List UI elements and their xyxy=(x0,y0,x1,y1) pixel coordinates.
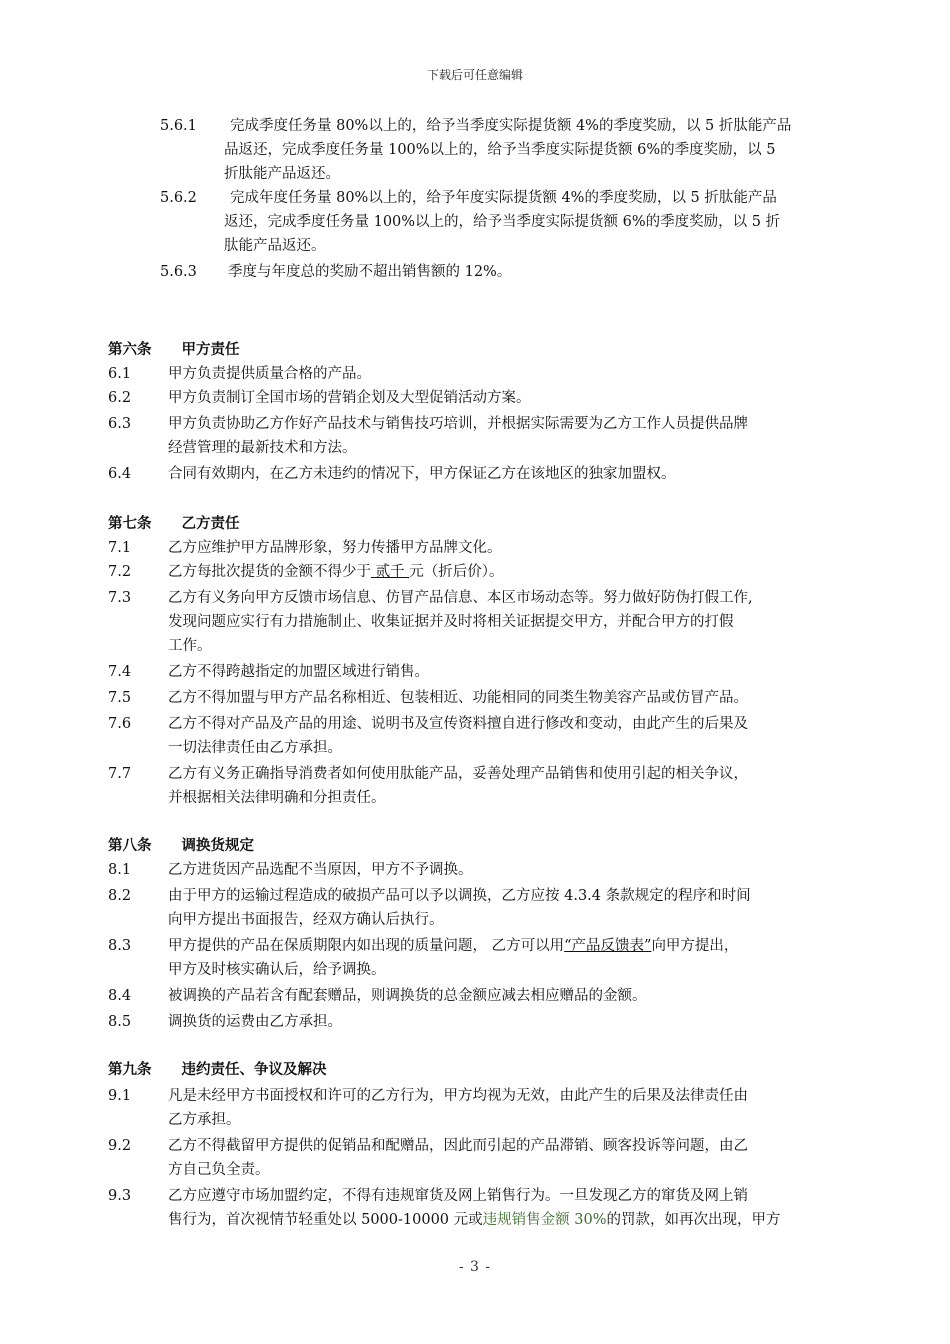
item-text xyxy=(168,560,503,584)
section-heading: 甲方责任 xyxy=(181,342,240,358)
text-segment: 售行为，首次视情节轻重处以 5000-10000 元或 xyxy=(168,1212,483,1228)
item-text: 合同有效期内，在乙方未违约的情况下，甲方保证乙方在该地区的独家加盟权。 xyxy=(168,466,676,482)
item-number: 5.6.3 xyxy=(160,264,197,280)
item-number: 7.6 xyxy=(108,716,132,732)
item-number: 7.3 xyxy=(108,590,132,606)
item-text xyxy=(168,934,738,958)
text-segment: 元（折后价）。 xyxy=(409,564,504,580)
item-number: 7.4 xyxy=(108,664,132,680)
section-heading: 乙方责任 xyxy=(181,516,240,532)
item-text: 品返还，完成季度任务量 100%以上的，给予当季度实际提货额 6%的季度奖励，以 5 xyxy=(224,142,776,158)
item-text: 被调换的产品若含有配套赠品，则调换货的总金额应减去相应赠品的金额。 xyxy=(168,988,647,1004)
item-text: 甲方负责提供质量合格的产品。 xyxy=(168,366,371,382)
page-number: - 3 - xyxy=(458,1259,492,1275)
item-number: 8.3 xyxy=(108,938,132,954)
section-title xyxy=(108,834,254,858)
section-heading: 调换货规定 xyxy=(181,838,254,854)
item-text: 方自己负全责。 xyxy=(168,1162,270,1178)
item-text: 向甲方提出书面报告，经双方确认后执行。 xyxy=(168,912,444,928)
item-text: 由于甲方的运输过程造成的破损产品可以予以调换，乙方应按 4.3.4 条款规定的程序和时间 xyxy=(168,888,751,904)
item-text: 肽能产品返还。 xyxy=(224,238,326,254)
amount-field: 贰千 xyxy=(371,564,410,580)
item-number: 9.1 xyxy=(108,1088,132,1104)
section-label: 第六条 xyxy=(108,342,152,358)
item-number: 7.7 xyxy=(108,766,132,782)
item-text: 乙方应维护甲方品牌形象，努力传播甲方品牌文化。 xyxy=(168,540,502,556)
item-text: 并根据相关法律明确和分担责任。 xyxy=(168,790,386,806)
item-text: 凡是未经甲方书面授权和许可的乙方行为，甲方均视为无效，由此产生的后果及法律责任由 xyxy=(168,1088,748,1104)
item-number: 8.4 xyxy=(108,988,132,1004)
item-text: 返还，完成季度任务量 100%以上的，给予当季度实际提货额 6%的季度奖励，以 5 折 xyxy=(224,214,781,230)
item-text: 乙方承担。 xyxy=(168,1112,241,1128)
item-text: 甲方负责制订全国市场的营销企划及大型促销活动方案。 xyxy=(168,390,531,406)
item-number: 7.2 xyxy=(108,564,132,580)
item-number: 9.3 xyxy=(108,1188,132,1204)
item-text: 完成季度任务量 80%以上的，给予当季度实际提货额 4%的季度奖励，以 5 折肽能产品 xyxy=(230,118,792,134)
item-text: 完成年度任务量 80%以上的，给予年度实际提货额 4%的季度奖励，以 5 折肽能产品 xyxy=(230,190,777,206)
item-text: 乙方不得对产品及产品的用途、说明书及宣传资料擅自进行修改和变动，由此产生的后果及 xyxy=(168,716,748,732)
section-label: 第七条 xyxy=(108,516,152,532)
section-label: 第八条 xyxy=(108,838,152,854)
text-segment: 乙方每批次提货的金额不得少于 xyxy=(168,564,371,580)
item-text: 甲方负责协助乙方作好产品技术与销售技巧培训，并根据实际需要为乙方工作人员提供品牌 xyxy=(168,416,748,432)
item-number: 6.3 xyxy=(108,416,132,432)
feedback-form-link: “产品反馈表” xyxy=(564,938,652,954)
text-segment: 向甲方提出， xyxy=(651,938,739,954)
item-number: 6.1 xyxy=(108,366,132,382)
page-header: 下载后可任意编辑 xyxy=(426,68,523,82)
item-text: 乙方进货因产品选配不当原因，甲方不予调换。 xyxy=(168,862,473,878)
item-text: 乙方不得加盟与甲方产品名称相近、包装相近、功能相同的同类生物美容产品或仿冒产品。 xyxy=(168,690,748,706)
item-text: 甲方及时核实确认后，给予调换。 xyxy=(168,962,386,978)
text-segment: 甲方提供的产品在保质期限内如出现的质量问题， 乙方可以用 xyxy=(168,938,565,954)
item-text: 乙方有义务正确指导消费者如何使用肽能产品，妥善处理产品销售和使用引起的相关争议， xyxy=(168,766,748,782)
item-number: 8.2 xyxy=(108,888,132,904)
item-text: 经营管理的最新技术和方法。 xyxy=(168,440,357,456)
item-text: 季度与年度总的奖励不超出销售额的 12%。 xyxy=(228,264,512,280)
item-number: 7.1 xyxy=(108,540,132,556)
item-number: 9.2 xyxy=(108,1138,132,1154)
item-number: 8.5 xyxy=(108,1014,132,1030)
item-text xyxy=(168,1208,781,1232)
item-number: 7.5 xyxy=(108,690,132,706)
section-title xyxy=(108,338,240,362)
item-number: 5.6.1 xyxy=(160,118,197,134)
item-number: 6.2 xyxy=(108,390,132,406)
section-label: 第九条 xyxy=(108,1062,152,1078)
text-segment: 的罚款，如再次出现，甲方 xyxy=(606,1212,781,1228)
item-text: 折肽能产品返还。 xyxy=(224,166,340,182)
item-number: 5.6.2 xyxy=(160,190,197,206)
item-text: 一切法律责任由乙方承担。 xyxy=(168,740,342,756)
highlighted-text: 违规销售金额 30% xyxy=(482,1212,607,1228)
item-text: 乙方有义务向甲方反馈市场信息、仿冒产品信息、本区市场动态等。努力做好防伪打假工作, xyxy=(168,590,753,606)
item-text: 乙方不得跨越指定的加盟区域进行销售。 xyxy=(168,664,429,680)
section-title xyxy=(108,512,240,536)
section-heading: 违约责任、争议及解决 xyxy=(181,1062,327,1078)
item-text: 乙方应遵守市场加盟约定，不得有违规窜货及网上销售行为。一旦发现乙方的窜货及网上销 xyxy=(168,1188,748,1204)
item-text: 乙方不得截留甲方提供的促销品和配赠品，因此而引起的产品滞销、顾客投诉等问题，由乙 xyxy=(168,1138,748,1154)
item-number: 6.4 xyxy=(108,466,132,482)
item-text: 调换货的运费由乙方承担。 xyxy=(168,1014,342,1030)
item-text: 发现问题应实行有力措施制止、收集证据并及时将相关证据提交甲方，并配合甲方的打假 xyxy=(168,614,734,630)
section-title xyxy=(108,1058,327,1082)
item-text: 工作。 xyxy=(168,638,212,654)
item-number: 8.1 xyxy=(108,862,132,878)
